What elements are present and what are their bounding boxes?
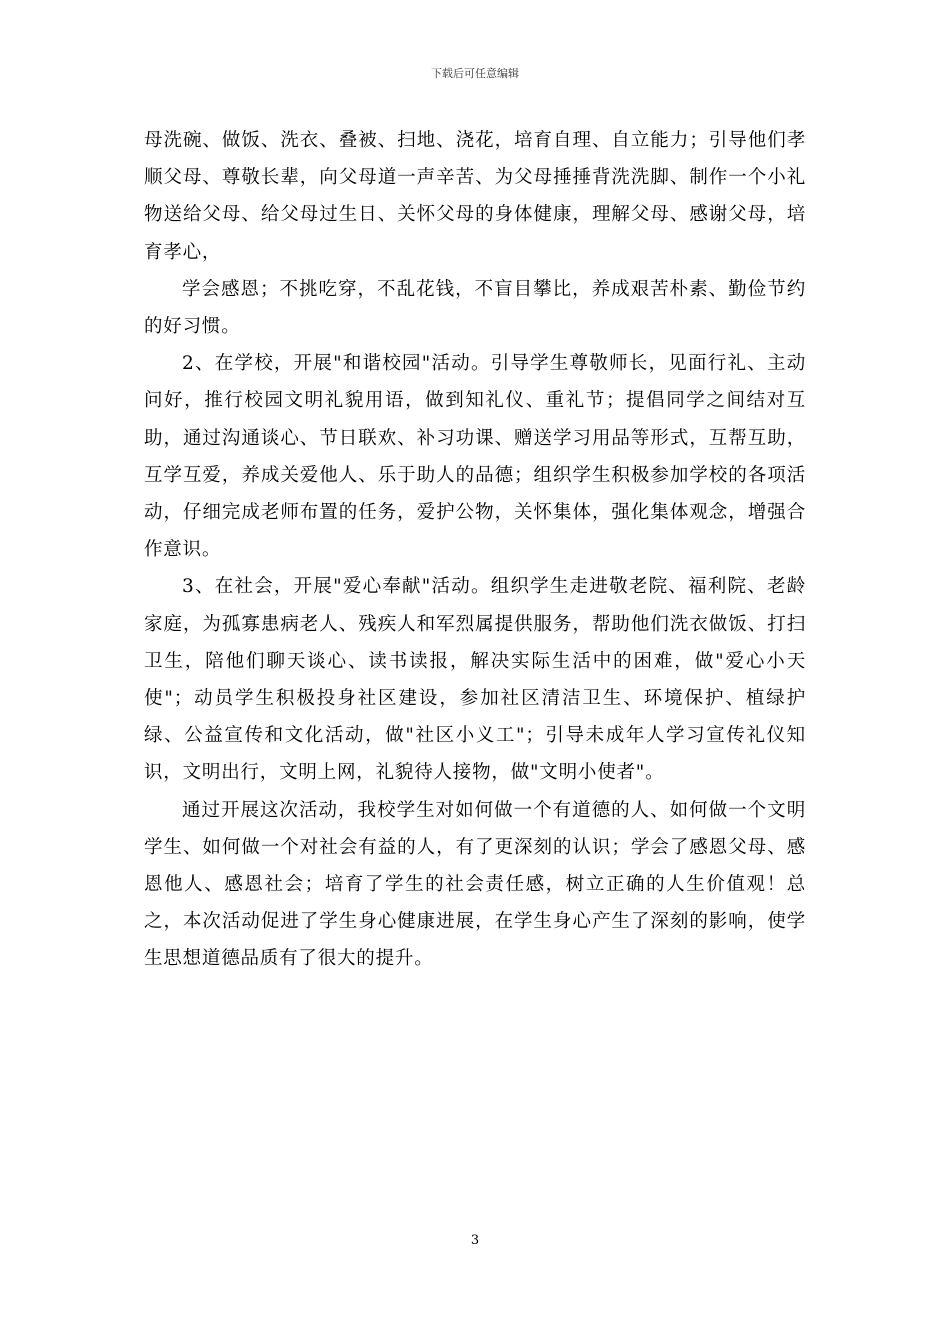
paragraph-gratitude: 学会感恩；不挑吃穿，不乱花钱，不盲目攀比，养成艰苦朴素、勤俭节约的好习惯。 — [144, 278, 806, 338]
page-number: 3 — [470, 1233, 480, 1248]
document-body — [144, 122, 806, 978]
paragraph-school: 2、在学校，开展"和谐校园"活动。引导学生尊敬师长，见面行礼、主动问好，推行校园文明礼貌用语，做到知礼仪、重礼节；提倡同学之间结对互助，通过沟通谈心、节日联欢、补习功课、赠送学习用品等形式，互帮互助，互学互爱，养成关爱他人、乐于助人的品德；组织学生积极参加学校的各项活动，仔细完成老师布置的任务，爱护公物，关怀集体，强化集体观念，增强合作意识。 — [144, 353, 806, 561]
paragraph-continuation: 母洗碗、做饭、洗衣、叠被、扫地、浇花，培育自理、自立能力；引导他们孝顺父母、尊敬长辈，向父母道一声辛苦、为父母捶捶背洗洗脚、制作一个小礼物送给父母、给父母过生日、关怀父母的身体健康，理解父母、感谢父母，培育孝心， — [144, 130, 806, 263]
paragraph-society: 3、在社会，开展"爱心奉献"活动。组织学生走进敬老院、福利院、老龄家庭，为孤寡患病老人、残疾人和军烈属提供服务，帮助他们洗衣做饭、打扫卫生，陪他们聊天谈心、读书读报，解决实际生活中的困难，做"爱心小天使"；动员学生积极投身社区建设，参加社区清洁卫生、环境保护、植绿护绿、公益宣传和文化活动，做"社区小义工"；引导未成年人学习宣传礼仪知识，文明出行，文明上网，礼貌待人接物，做"文明小使者"。 — [144, 576, 806, 784]
paragraph-conclusion: 通过开展这次活动，我校学生对如何做一个有道德的人、如何做一个文明学生、如何做一个对社会有益的人，有了更深刻的认识；学会了感恩父母、感恩他人、感恩社会；培育了学生的社会责任感，树立正确的人生价值观！总之，本次活动促进了学生身心健康进展，在学生身心产生了深刻的影响，使学生思想道德品质有了很大的提升。 — [144, 799, 806, 970]
page-header: 下载后可任意编辑 — [431, 67, 519, 80]
